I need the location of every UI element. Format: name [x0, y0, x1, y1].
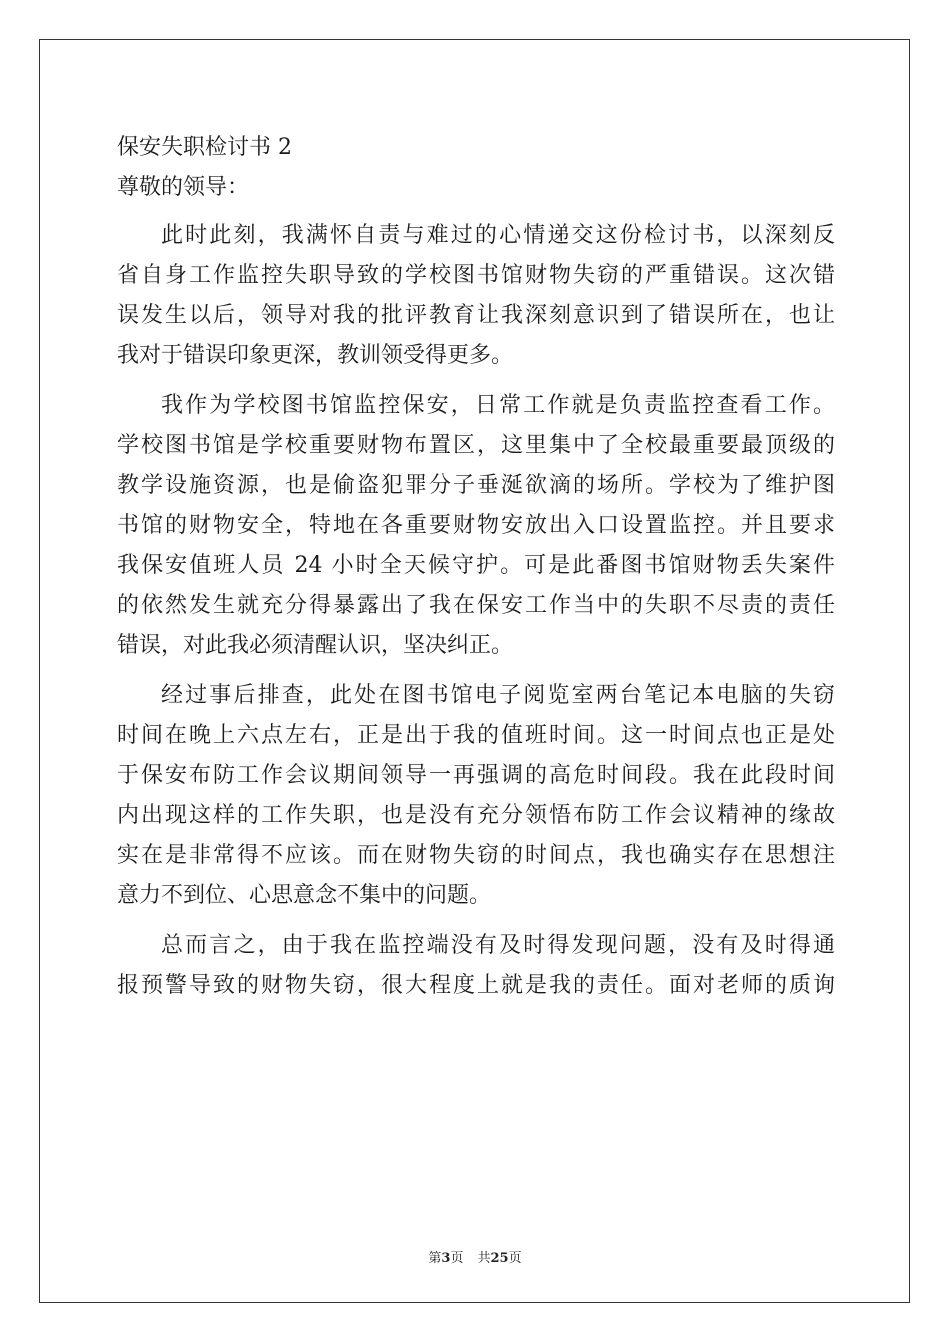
- paragraph-line: 内出现这样的工作失职，也是没有充分领悟布防工作会议精神的缘故: [117, 803, 835, 828]
- paragraph-2: [117, 386, 835, 666]
- paragraph-line: 此时此刻，我满怀自责与难过的心情递交这份检讨书，以深刻反: [161, 223, 835, 248]
- paragraph-3: [117, 676, 835, 916]
- paragraph-line: 实在是非常得不应该。而在财物失窃的时间点，我也确实存在思想注: [117, 843, 835, 868]
- page-suffix: 页: [450, 1251, 464, 1266]
- page-number: 3: [441, 1251, 451, 1266]
- salutation: 尊敬的领导：: [117, 175, 250, 200]
- page-footer: [0, 1247, 950, 1266]
- paragraph-line: 意力不到位、心思意念不集中的问题。: [117, 883, 492, 908]
- paragraph-line: 误发生以后，领导对我的批评教育让我深刻意识到了错误所在，也让: [117, 303, 835, 328]
- paragraph-line: 我作为学校图书馆监控保安，日常工作就是负责监控查看工作。: [161, 393, 835, 418]
- document-body: [117, 128, 835, 1016]
- paragraph-line: 省自身工作监控失职导致的学校图书馆财物失窃的严重错误。这次错: [117, 263, 835, 288]
- document-title: 保安失职检讨书 2: [117, 135, 292, 160]
- paragraph-line: 书馆的财物安全，特地在各重要财物安放出入口设置监控。并且要求: [117, 513, 835, 538]
- paragraph-line: 总而言之，由于我在监控端没有及时得发现问题，没有及时得通: [161, 933, 835, 958]
- total-suffix: 页: [508, 1251, 522, 1266]
- total-prefix: 共: [477, 1251, 491, 1266]
- paragraph-line: 报预警导致的财物失窃，很大程度上就是我的责任。面对老师的质询: [117, 973, 835, 998]
- paragraph-line: 学校图书馆是学校重要财物布置区，这里集中了全校最重要最顶级的: [117, 433, 835, 458]
- total-pages: 25: [490, 1251, 509, 1266]
- paragraph-4: [117, 926, 835, 1006]
- paragraph-line: 错误，对此我必须清醒认识，坚决纠正。: [117, 633, 514, 658]
- paragraph-line: 经过事后排查，此处在图书馆电子阅览室两台笔记本电脑的失窃: [161, 683, 835, 708]
- paragraph-line: 于保安布防工作会议期间领导一再强调的高危时间段。我在此段时间: [117, 763, 835, 788]
- paragraph-line: 的依然发生就充分得暴露出了我在保安工作当中的失职不尽责的责任: [117, 593, 835, 618]
- page-prefix: 第: [428, 1251, 442, 1266]
- paragraph-line: 教学设施资源，也是偷盗犯罪分子垂涎欲滴的场所。学校为了维护图: [117, 473, 835, 498]
- paragraph-line: 时间在晚上六点左右，正是出于我的值班时间。这一时间点也正是处: [117, 723, 835, 748]
- paragraph-line: 我保安值班人员 24 小时全天候守护。可是此番图书馆财物丢失案件: [117, 553, 835, 578]
- paragraph-1: [117, 216, 835, 376]
- paragraph-line: 我对于错误印象更深，教训领受得更多。: [117, 343, 514, 368]
